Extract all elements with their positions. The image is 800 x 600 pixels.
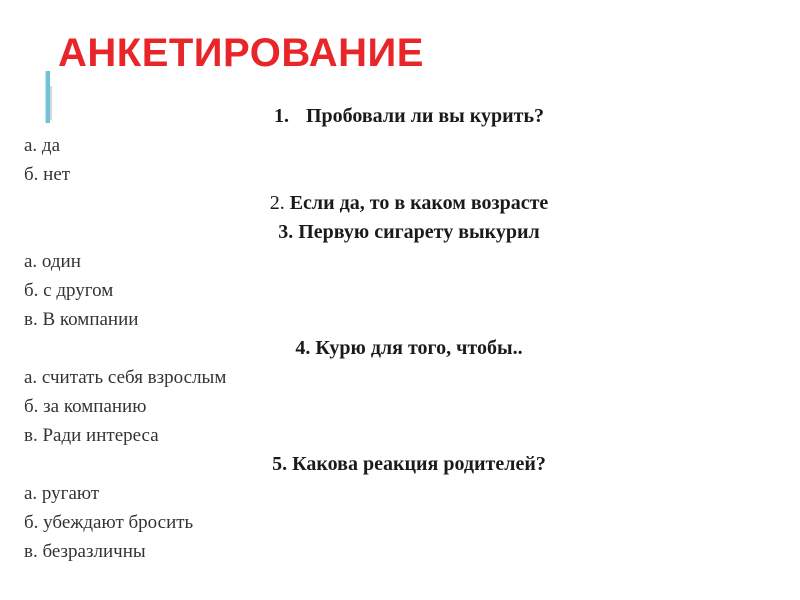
question-number: 4. <box>295 337 311 359</box>
question-number: 1. <box>273 105 289 127</box>
answer-option: б. с другом <box>24 280 114 301</box>
answer-option: а. один <box>24 251 81 272</box>
questionnaire <box>0 102 800 566</box>
question-3 <box>0 218 800 247</box>
answer-option: б. убеждают бросить <box>24 512 194 533</box>
answer-option: б. нет <box>24 164 71 185</box>
question-number: 3. <box>278 221 294 243</box>
answer-option: в. В компании <box>24 309 139 330</box>
question-text: Какова реакция родителей? <box>292 453 546 475</box>
answer-option: а. да <box>24 135 61 156</box>
answer-option: в. безразличны <box>24 541 146 562</box>
answer-option: б. за компанию <box>24 396 147 417</box>
question-2 <box>0 189 800 218</box>
slide-title: АНКЕТИРОВАНИЕ <box>58 31 424 75</box>
question-text: Пробовали ли вы курить? <box>305 105 545 127</box>
question-4 <box>0 334 800 363</box>
answer-option: а. ругают <box>24 483 100 504</box>
question-5 <box>0 450 800 479</box>
question-number: 5. <box>272 453 288 475</box>
question-1 <box>0 102 800 131</box>
question-text: Если да, то в каком возрасте <box>289 192 549 214</box>
question-text: Первую сигарету выкурил <box>298 221 540 243</box>
answer-option: в. Ради интереса <box>24 425 159 446</box>
answer-option: а. считать себя взрослым <box>24 367 227 388</box>
question-text: Курю для того, чтобы.. <box>315 337 523 359</box>
question-number: 2. <box>269 192 285 214</box>
